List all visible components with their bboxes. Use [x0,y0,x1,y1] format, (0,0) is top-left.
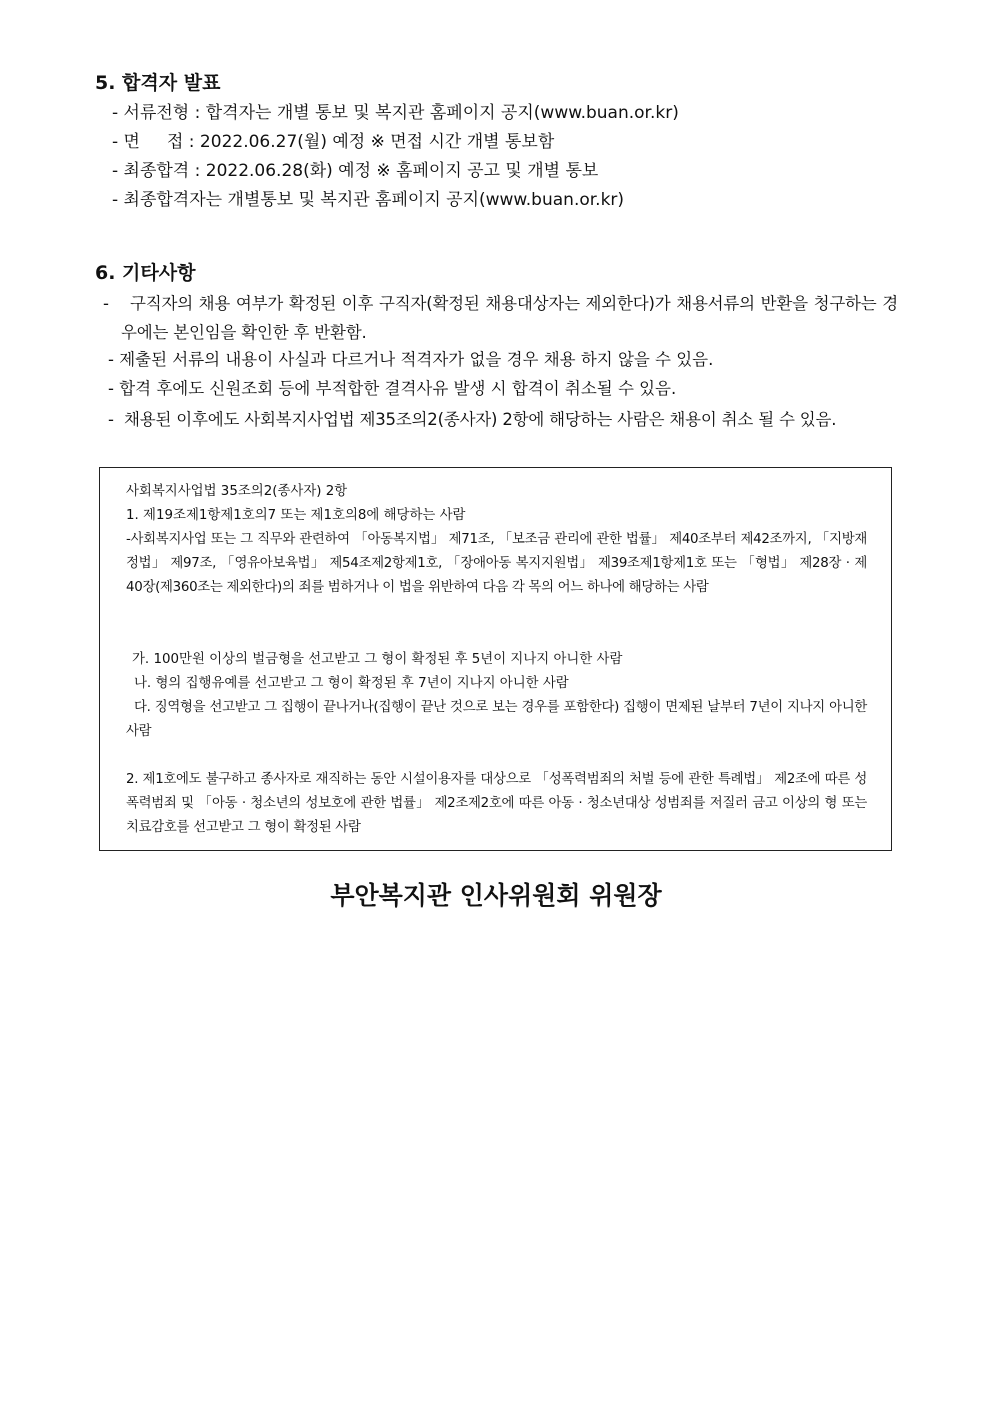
law-item-da: 다. 징역형을 선고받고 그 집행이 끝나거나(집행이 끝난 것으로 보는 경우를 포함한다) 집행이 면제된 날부터 7년이 지나지 아니한 사람 [126,700,867,739]
list-dash: - [108,410,114,429]
section-5-item: - 서류전형 : 합격자는 개별 통보 및 복지관 홈페이지 공지(www.buan.or.kr) [112,103,679,123]
law-item-na: 나. 형의 집행유예를 선고받고 그 형이 확정된 후 7년이 지나지 아니한 사람 [134,676,569,691]
section-6-title: 6. 기타사항 [95,262,196,284]
section-6-item: - 제출된 서류의 내용이 사실과 다르거나 적격자가 없을 경우 채용 하지 않을 수 있음. [108,350,714,369]
section-6-item [103,289,898,347]
section-5-item: - 최종합격자는 개별통보 및 복지관 홈페이지 공지(www.buan.or.kr) [112,190,625,210]
law-item-ga: 가. 100만원 이상의 벌금형을 선고받고 그 형이 확정된 후 5년이 지나지 아니한 사람 [132,652,623,667]
signature-line: 부안복지관 인사위원회 위원장 [330,881,662,910]
section-5-item: - 면 접 : 2022.06.27(월) 예정 ※ 면접 시간 개별 통보함 [112,132,555,152]
law-clause-1: 1. 제19조제1항제1호의7 또는 제1호의8에 해당하는 사람 [126,508,466,523]
section-6-item-text: 구직자의 채용 여부가 확정된 이후 구직자(확정된 채용대상자는 제외한다)가 채용서류의 반환을 청구하는 경우에는 본인임을 확인한 후 반환함. [121,294,898,342]
law-clause-2: 2. 제1호에도 불구하고 종사자로 재직하는 동안 시설이용자를 대상으로 「성폭력범죄의 처벌 등에 관한 특례법」 제2조에 따른 성폭력범죄 및 「아동 · 청소년의 성보호에 관한 법률」 제2조제2호에 따른 아동 · 청소년대상 성범죄를 저질러 금고 이상의 형 또는 치료감호를 선고받고 그 형이 확정된 사람 [126,772,867,835]
section-5-title: 5. 합격자 발표 [95,72,221,94]
law-excerpt-box [99,467,892,851]
section-6-item: - 합격 후에도 신원조회 등에 부적합한 결격사유 발생 시 합격이 취소될 수 있음. [108,379,677,398]
list-dash: - [103,294,109,313]
section-6-item [108,405,898,434]
section-5-item: - 최종합격 : 2022.06.28(화) 예정 ※ 홈페이지 공고 및 개별 통보 [112,161,599,181]
section-6-item-text: 채용된 이후에도 사회복지사업법 제35조의2(종사자) 2항에 해당하는 사람은 채용이 취소 될 수 있음. [124,410,837,429]
law-heading: 사회복지사업법 35조의2(종사자) 2항 [126,484,348,499]
law-clause-1-detail: -사회복지사업 또는 그 직무와 관련하여 「아동복지법」 제71조, 「보조금 관리에 관한 법률」 제40조부터 제42조까지, 「지방재정법」 제97조, 「영유아보육법」 제54조제2항제1호, 「장애아동 복지지원법」 제39조제1항제1호 또는 「형법」 제28장 · 제40장(제360조는 제외한다)의 죄를 범하거나 이 법을 위반하여 다음 각 목의 어느 하나에 해당하는 사람 [126,532,867,595]
